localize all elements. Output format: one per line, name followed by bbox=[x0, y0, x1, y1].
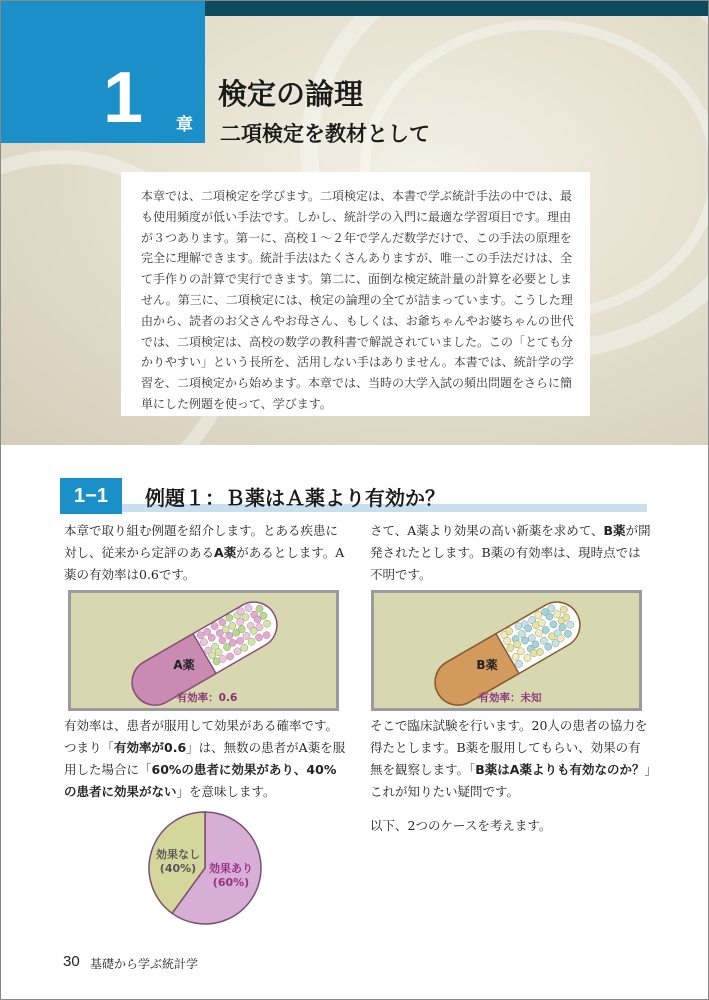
chapter-label: 章 bbox=[176, 115, 193, 135]
bold-run: A薬 bbox=[214, 545, 237, 560]
capsule-a-panel bbox=[68, 590, 339, 711]
text-run: 」これが知りたい疑問です。 bbox=[370, 762, 651, 799]
text-run: 」は、無数の患者がA薬を服用した場合に「 bbox=[64, 740, 346, 777]
paragraph-efficacy-definition bbox=[64, 715, 346, 803]
chapter-intro: 本章では、二項検定を学びます。二項検定は、本書で学ぶ統計手法の中では、最も使用頻度が低い手法です。しかし、統計学の入門に最適な学習項目です。理由が３つあります。第一に、高校１～２年で学んだ数学だけで、この手法の原理を完全に理解できます。統計手法はたくさんありますが、唯一この手法だけは、全て手作りの計算で実行できます。第二に、面倒な検定統計量の計算を必要としません。第三に、二項検定には、検定の論理の全てが詰まっています。こうした理由から、読者のお父さんやお母さん、もしくは、お爺ちゃんやお婆ちゃんの世代では、二項検定は、高校の数学の教科書で解説されていました。この「とても分かりやすい」という長所を、活用しない手はありません。本書では、統計学の学習を、二項検定から始めます。本章では、当時の大学入試の頻出問題をさらに簡単にした例題を使って、学びます。 bbox=[121, 172, 590, 416]
pie-pct-effective: (60%) bbox=[212, 876, 250, 889]
section-number: 1−1 bbox=[60, 478, 122, 514]
chapter-subtitle: 二項検定を教材として bbox=[220, 122, 430, 146]
section-heading bbox=[60, 478, 647, 514]
bold-run: B薬はA薬よりも有効なのか？ bbox=[475, 762, 645, 777]
text-run: 」を意味します。 bbox=[176, 784, 276, 799]
text-run: があるとします。A薬の有効率は0.6です。 bbox=[64, 545, 345, 582]
pie-label-not-effective: 効果なし bbox=[156, 848, 200, 861]
bold-run: B薬 bbox=[603, 523, 626, 538]
capsule-caption: 有効率：0.6 bbox=[176, 692, 238, 704]
capsule-b-panel bbox=[371, 590, 642, 711]
chapter-number-box bbox=[0, 0, 205, 143]
chapter-number: 1 bbox=[103, 58, 144, 138]
capsule-caption: 有効率：未知 bbox=[478, 692, 542, 704]
pie-pct-not-effective: (40%) bbox=[159, 862, 197, 875]
paragraph-clinical-trial bbox=[370, 715, 652, 803]
text-run: が開発されたとします。B薬の有効率は、現時点では不明です。 bbox=[370, 523, 651, 582]
book-title: 基礎から学ぶ統計学 bbox=[90, 957, 199, 971]
capsule-label: B薬 bbox=[476, 658, 498, 672]
page-number: 30 bbox=[63, 953, 80, 970]
bold-run: 有効率が0.6 bbox=[114, 740, 187, 755]
paragraph-two-cases: 以下、2つのケースを考えます。 bbox=[370, 818, 552, 833]
capsule-a-illustration bbox=[71, 593, 336, 708]
capsule-b-illustration bbox=[374, 593, 639, 708]
text-run: 本章で取り組む例題を紹介します。とある疾患に対し、従来から定評のある bbox=[64, 523, 339, 560]
paragraph-b-drug-intro bbox=[370, 520, 652, 586]
top-bar bbox=[205, 0, 709, 16]
paragraph-a-drug-intro bbox=[64, 520, 346, 586]
efficacy-pie-chart bbox=[145, 808, 265, 928]
section-title: 例題１：Ｂ薬はＡ薬より有効か？ bbox=[145, 486, 445, 510]
capsule-label: A薬 bbox=[173, 658, 195, 672]
text-run: 有効率は、患者が服用して効果がある確率です。つまり「 bbox=[64, 718, 339, 755]
text-run: さて、A薬より効果の高い新薬を求めて、 bbox=[370, 523, 604, 538]
chapter-title: 検定の論理 bbox=[218, 77, 364, 111]
bold-run: 60%の患者に効果があり、40%の患者に効果がない bbox=[64, 762, 337, 799]
pie-label-effective: 効果あり bbox=[209, 862, 253, 875]
text-run: そこで臨床試験を行います。20人の患者の協力を得たとします。B薬を服用してもらい、効果の有無を観察します。「 bbox=[370, 718, 648, 777]
